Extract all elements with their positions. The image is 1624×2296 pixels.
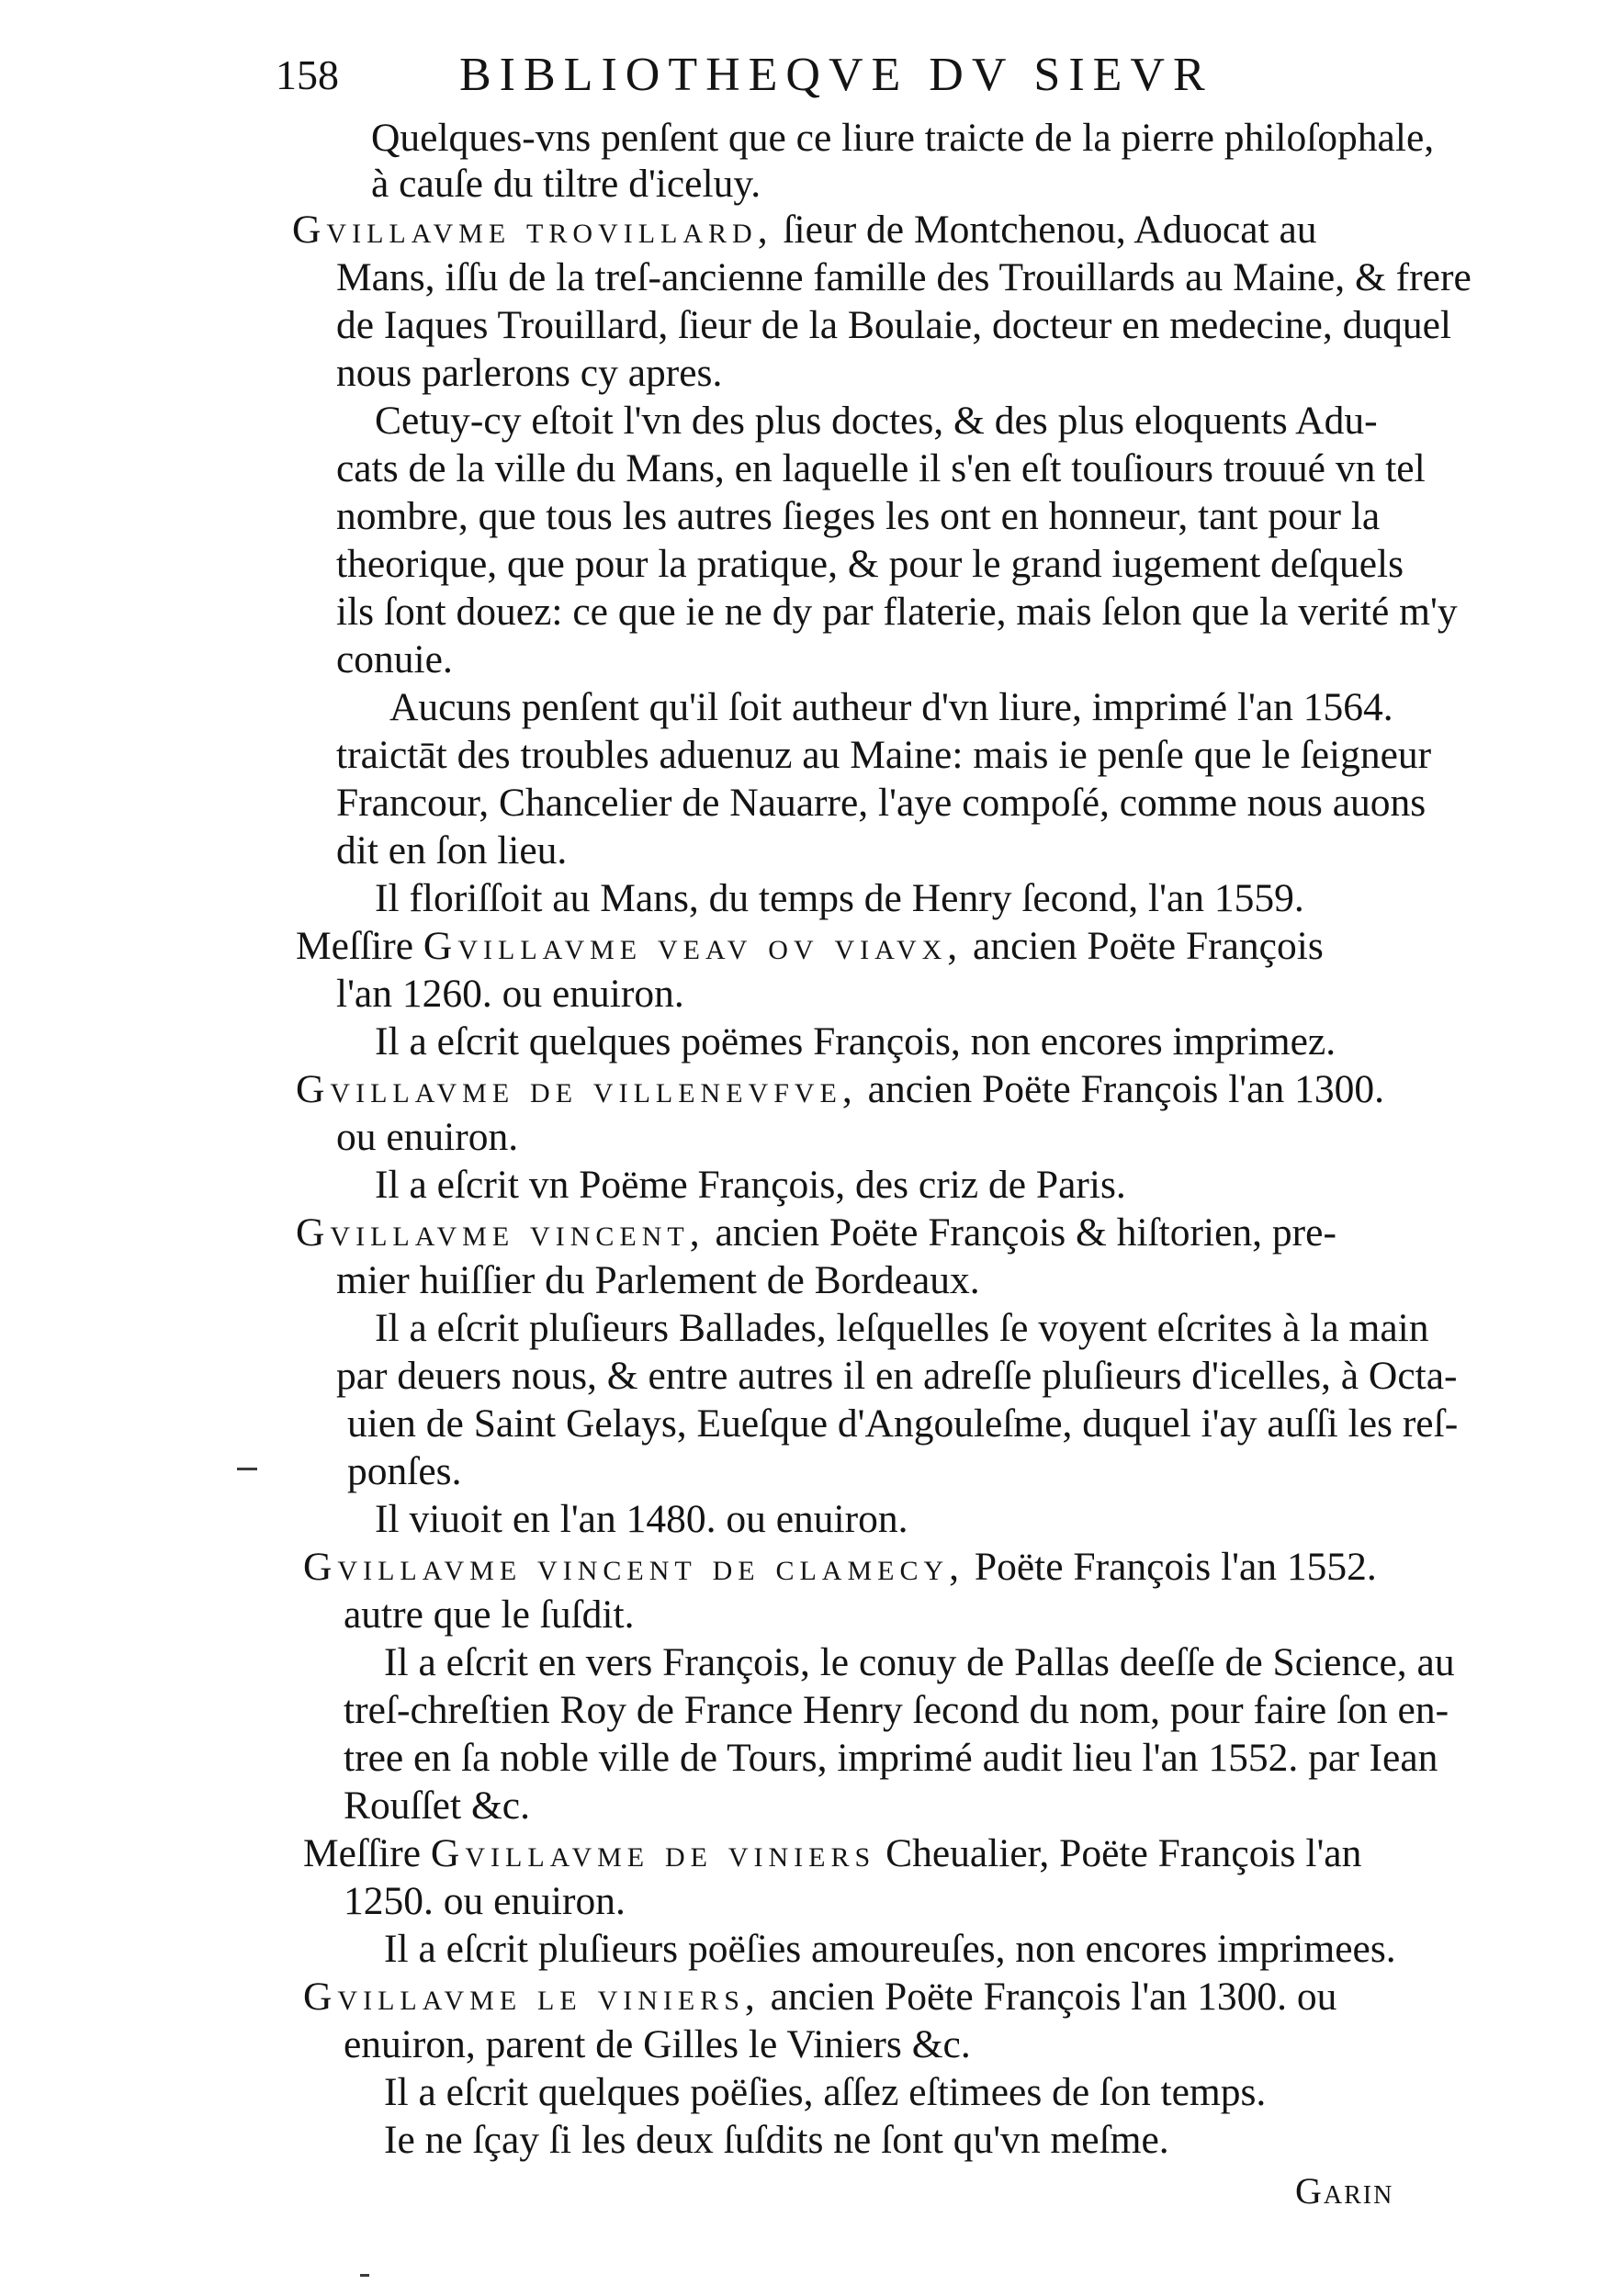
text-line: Il a eſcrit pluſieurs Ballades, leſquelles ſe voyent eſcrites à la main	[375, 1306, 1429, 1350]
text-line: Rouſſet &c.	[344, 1784, 530, 1828]
text-fragment: Meſſire	[296, 924, 423, 968]
author-name: Gvillavme de villenevfve,	[296, 1067, 858, 1111]
text-line: theorique, que pour la pratique, & pour le grand iugement deſquels	[336, 542, 1404, 586]
text-line: dit en ſon lieu.	[336, 828, 568, 872]
entry-heading	[303, 1829, 1361, 1877]
text-line: par deuers nous, & entre autres il en adreſſe pluſieurs d'icelles, à Octa-	[336, 1354, 1458, 1398]
text-line: Il a eſcrit vn Poëme François, des criz de Paris.	[375, 1163, 1126, 1207]
entry-heading	[303, 1543, 1377, 1591]
margin-mark	[237, 1468, 257, 1470]
text-line: autre que le ſuſdit.	[344, 1593, 635, 1637]
text-line: uien de Saint Gelays, Eueſque d'Angouleſme, duquel i'ay auſſi les reſ-	[347, 1401, 1459, 1446]
entry-heading	[292, 206, 1317, 253]
text-fragment: ancien Poëte François	[963, 924, 1324, 968]
text-line: ils ſont douez: ce que ie ne dy par flaterie, mais ſelon que la verité m'y	[336, 590, 1458, 634]
running-title: BIBLIOTHEQVE DV SIEVR	[459, 49, 1213, 101]
text-line: Quelques-vns penſent que ce liure traicte de la pierre philoſophale,	[371, 116, 1435, 160]
text-line: Il a eſcrit quelques poëſies, aſſez eſtimees de ſon temps.	[384, 2070, 1267, 2114]
text-line: à cauſe du tiltre d'iceluy.	[371, 162, 761, 206]
text-line: Il floriſſoit au Mans, du temps de Henry ſecond, l'an 1559.	[375, 876, 1304, 920]
text-line: Ie ne ſçay ſi les deux ſuſdits ne ſont qu'vn meſme.	[384, 2118, 1169, 2162]
text-line: Il viuoit en l'an 1480. ou enuiron.	[375, 1497, 908, 1541]
text-fragment: Poëte François l'an 1552.	[964, 1545, 1377, 1589]
text-line: 1250. ou enuiron.	[344, 1879, 626, 1923]
text-line: traictāt des troubles aduenuz au Maine: mais ie penſe que le ſeigneur	[336, 733, 1432, 777]
text-line: mier huiſſier du Parlement de Bordeaux.	[336, 1258, 980, 1302]
author-name: Gvillavme le viniers,	[303, 1975, 761, 2019]
text-line: tree en ſa noble ville de Tours, imprimé audit lieu l'an 1552. par Iean	[344, 1736, 1438, 1780]
entry-heading	[296, 922, 1324, 970]
text-line: treſ-chreſtien Roy de France Henry ſecond du nom, pour faire ſon en-	[344, 1688, 1449, 1732]
text-line: ponſes.	[347, 1449, 462, 1493]
text-fragment: ancien Poëte François & hiſtorien, pre-	[705, 1210, 1336, 1255]
entry-heading	[296, 1209, 1336, 1256]
entry-heading	[303, 1973, 1336, 2020]
page-number: 158	[276, 51, 339, 98]
text-line: Il a eſcrit quelques poëmes François, non encores imprimez.	[375, 1019, 1336, 1064]
text-line: l'an 1260. ou enuiron.	[336, 972, 684, 1016]
text-line: de Iaques Trouillard, ſieur de la Boulaie, docteur en medecine, duquel	[336, 303, 1452, 347]
text-line: nous parlerons cy apres.	[336, 351, 723, 395]
text-fragment: ancien Poëte François l'an 1300. ou	[760, 1975, 1337, 2019]
author-name: Gvillavme vincent de clamecy,	[303, 1545, 964, 1589]
catchword: Garin	[1295, 2170, 1394, 2212]
text-line: conuie.	[336, 637, 453, 681]
text-line: cats de la ville du Mans, en laquelle il s'en eſt touſiours trouué vn tel	[336, 446, 1426, 490]
text-line: enuiron, parent de Gilles le Viniers &c.	[344, 2022, 971, 2066]
text-line: Francour, Chancelier de Nauarre, l'aye compoſé, comme nous auons	[336, 781, 1427, 825]
text-line: Mans, iſſu de la treſ-ancienne famille des Trouillards au Maine, & frere	[336, 255, 1472, 299]
author-name: Gvillavme veav ov viavx,	[423, 924, 964, 968]
author-name: Gvillavme de viniers	[430, 1831, 876, 1875]
text-fragment: Cheualier, Poëte François l'an	[875, 1831, 1362, 1875]
author-name: Gvillavme vincent,	[296, 1210, 705, 1255]
text-line: nombre, que tous les autres ſieges les ont en honneur, tant pour la	[336, 494, 1381, 538]
text-line: Aucuns penſent qu'il ſoit autheur d'vn liure, imprimé l'an 1564.	[389, 685, 1393, 729]
text-fragment: ancien Poëte François l'an 1300.	[857, 1067, 1384, 1111]
text-line: Il a eſcrit pluſieurs poëſies amoureuſes, non encores imprimees.	[384, 1927, 1396, 1971]
text-line: Cetuy-cy eſtoit l'vn des plus doctes, & des plus eloquents Adu-	[375, 399, 1378, 443]
author-name: Gvillavme trovillard,	[292, 208, 773, 252]
text-line: ou enuiron.	[336, 1115, 519, 1159]
entry-heading	[296, 1065, 1384, 1113]
margin-mark	[360, 2274, 369, 2277]
text-fragment: Meſſire	[303, 1831, 431, 1875]
text-line: Il a eſcrit en vers François, le conuy de Pallas deeſſe de Science, au	[384, 1640, 1455, 1684]
text-fragment: ſieur de Montchenou, Aduocat au	[773, 208, 1317, 252]
